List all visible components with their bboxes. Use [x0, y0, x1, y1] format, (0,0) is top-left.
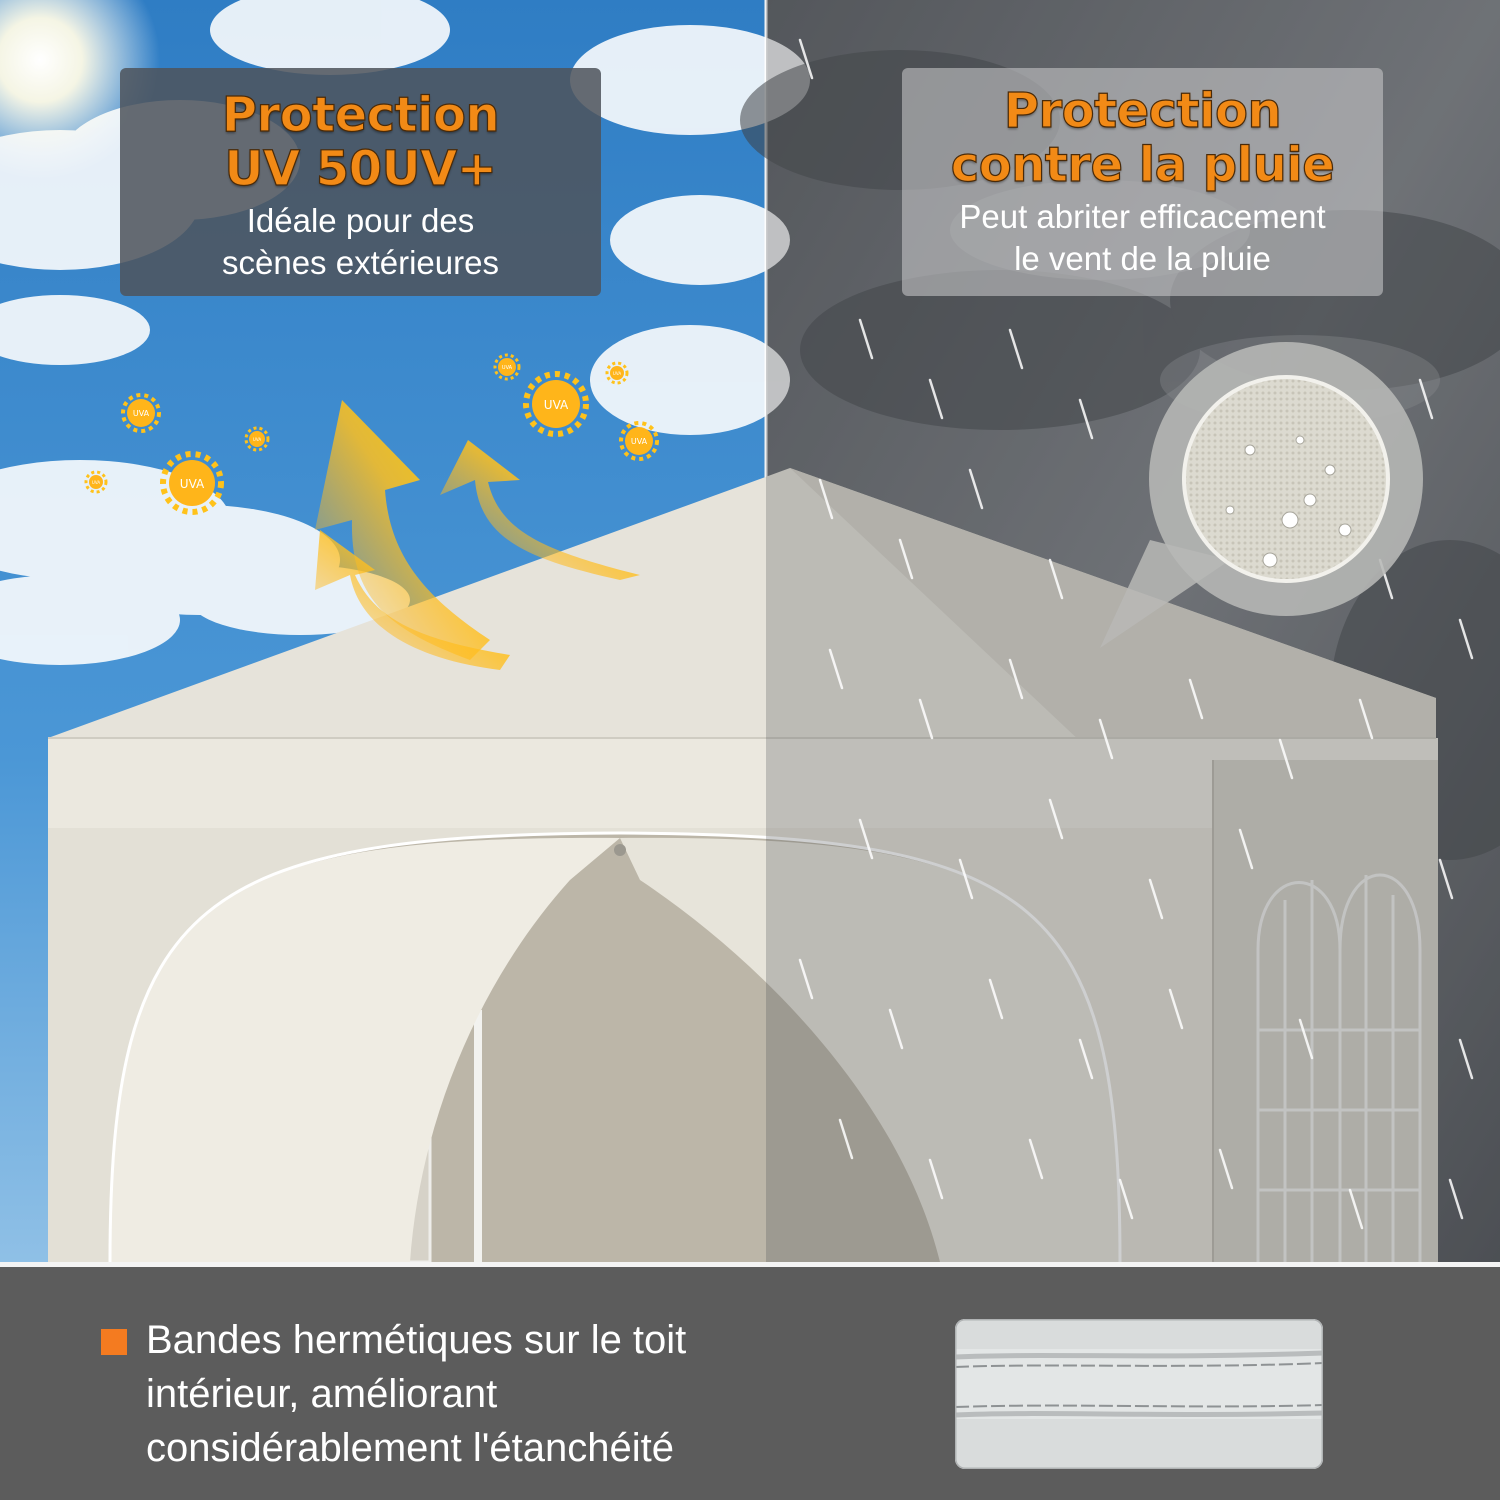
seam-tape-description: [146, 1313, 846, 1475]
uva-label: UVA: [612, 371, 622, 376]
rain-title: [902, 68, 1383, 192]
description-line2: intérieur, améliorant: [146, 1372, 498, 1416]
uva-label: UVA: [501, 365, 513, 371]
uv-protection-callout: [120, 68, 601, 296]
uva-label: UVA: [91, 480, 101, 485]
uv-title-line2: UV 50UV+: [224, 141, 497, 197]
uva-label: UVA: [132, 409, 150, 418]
seam-tape-closeup: [955, 1319, 1323, 1469]
uva-label: UVA: [543, 398, 569, 412]
rain-subtitle: [902, 196, 1383, 280]
rain-protection-callout: [902, 68, 1383, 296]
description-line1: Bandes hermétiques sur le toit: [146, 1318, 687, 1362]
uv-title-line1: Protection: [221, 87, 500, 143]
uv-subtitle-line2: scènes extérieures: [222, 244, 499, 281]
rain-subtitle-line2: le vent de la pluie: [1014, 240, 1271, 277]
uva-label: UVA: [252, 437, 262, 442]
feature-footer: [0, 1262, 1500, 1500]
rain-title-line1: Protection: [1003, 83, 1282, 139]
uva-label: UVA: [179, 477, 205, 491]
uva-label: UVA: [630, 437, 648, 446]
description-line3: considérablement l'étanchéité: [146, 1426, 674, 1470]
rain-title-line2: contre la pluie: [950, 137, 1335, 193]
rain-subtitle-line1: Peut abriter efficacement: [959, 198, 1326, 235]
uv-title: [120, 68, 601, 196]
uv-subtitle-line1: Idéale pour des: [246, 202, 475, 239]
bullet-square-icon: [101, 1329, 127, 1355]
uv-subtitle: [120, 200, 601, 284]
